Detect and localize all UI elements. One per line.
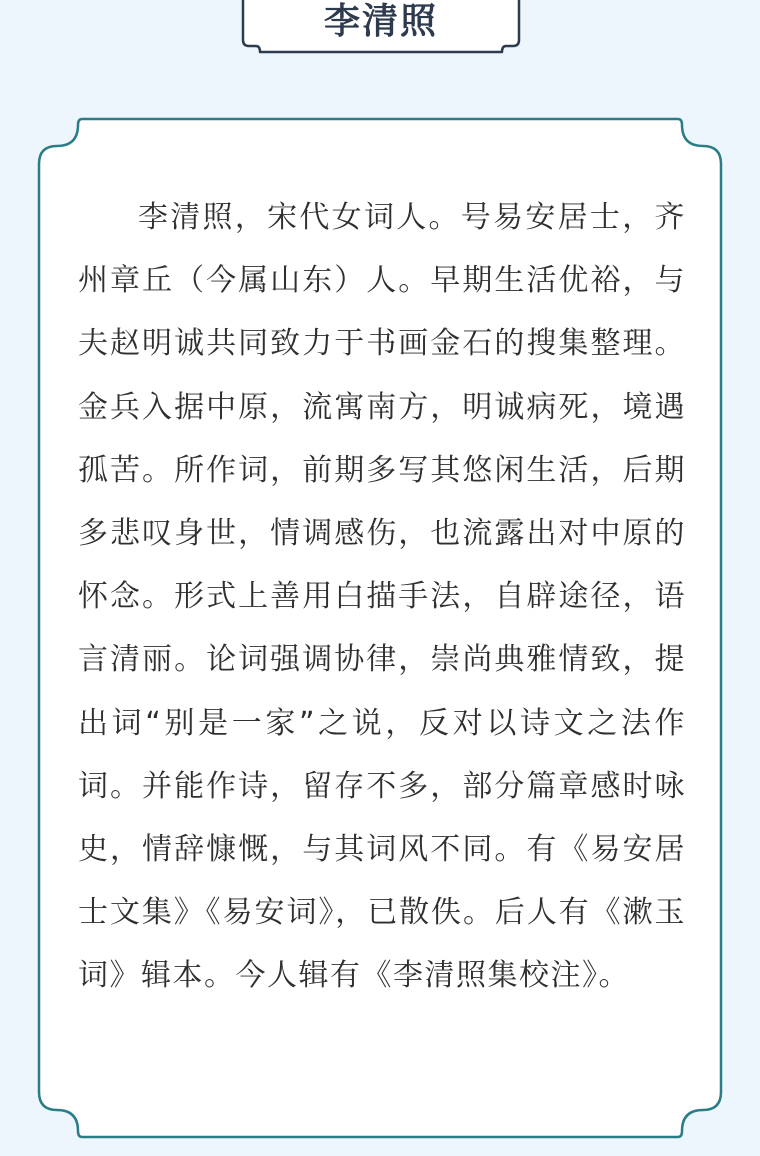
title-tab	[238, 0, 524, 58]
page-title: 李清照	[323, 1, 438, 42]
biography-text: 李清照，宋代女词人。号易安居士，齐州章丘（今属山东）人。早期生活优裕，与夫赵明诚共同致力于书画金石的搜集整理。金兵入据中原，流寓南方，明诚病死，境遇孤苦。所作词，前期多写其悠闲生活，后期多悲叹身世，情调感伤，也流露出对中原的怀念。形式上善用白描手法，自辟途径，语言清丽。论词强调协律，崇尚典雅情致，提出词“别是一家”之说，反对以诗文之法作词。并能作诗，留存不多，部分篇章感时咏史，情辞慷慨，与其词风不同。有《易安居士文集》《易安词》，已散佚。后人有《漱玉词》辑本。今人辑有《李清照集校注》。	[78, 200, 686, 994]
biography-card	[36, 116, 724, 1140]
